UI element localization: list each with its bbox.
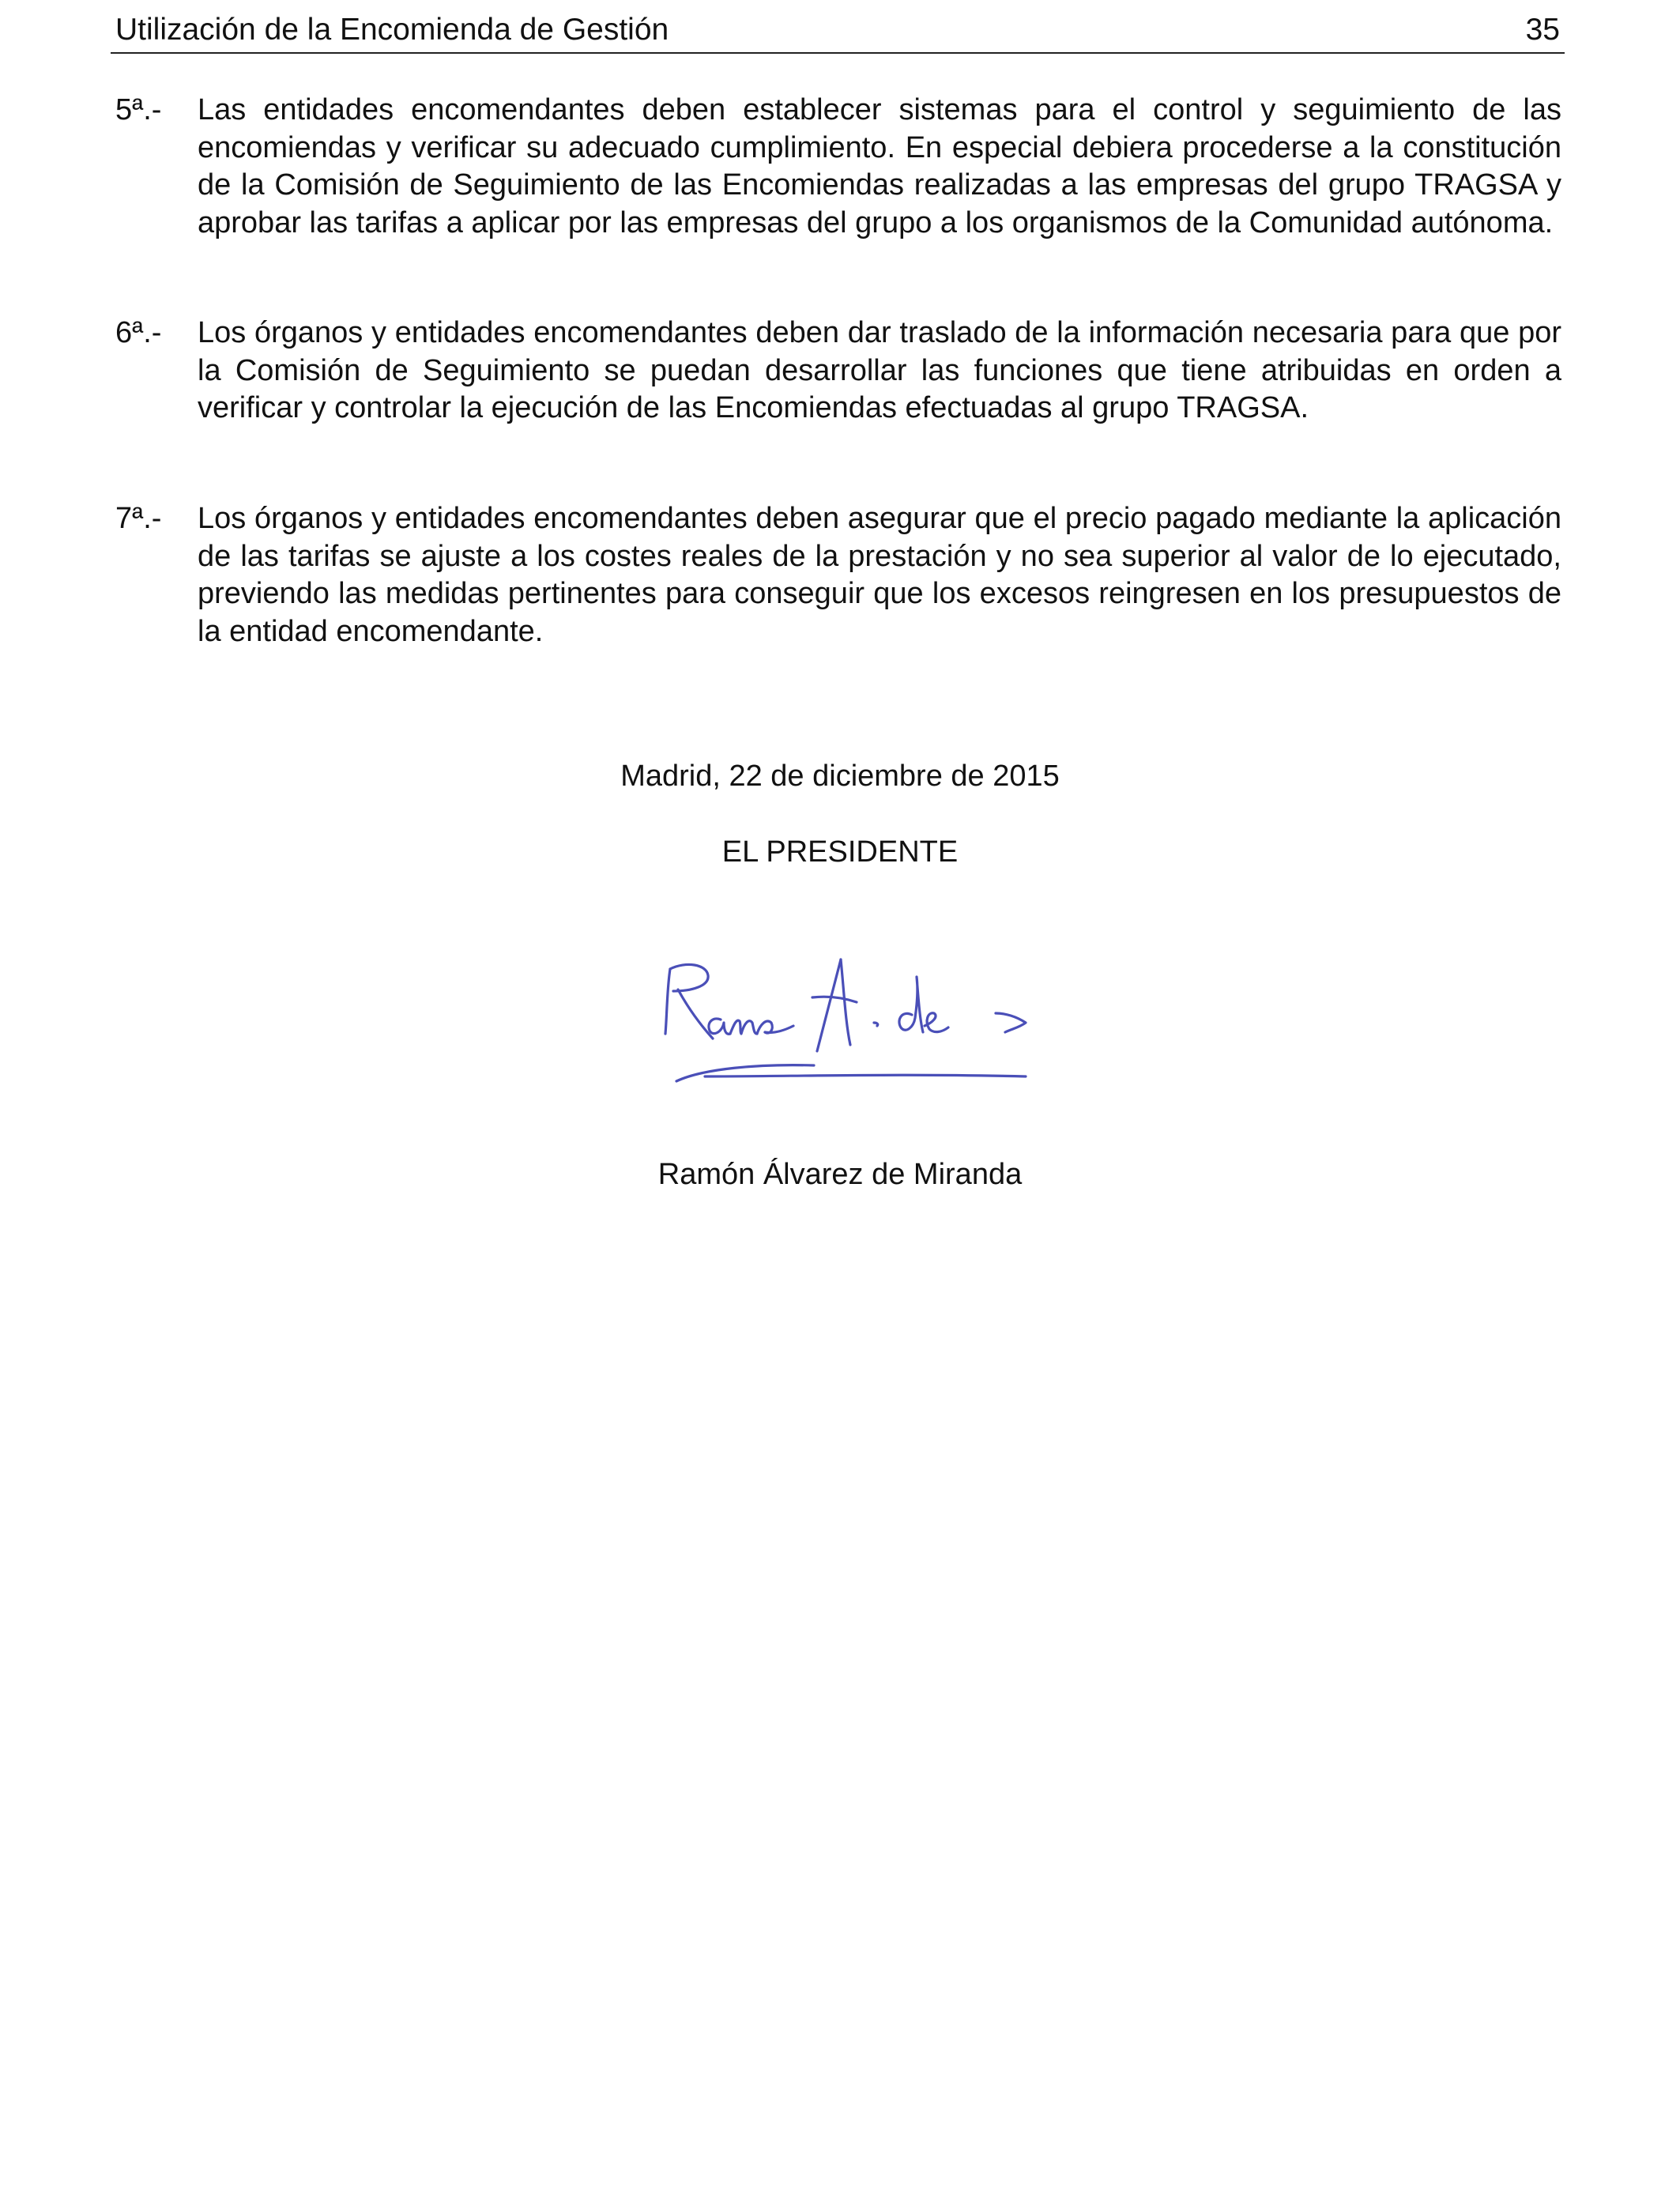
conclusion-number: 7ª.- [115,502,162,535]
handwritten-signature [648,941,1059,1099]
conclusion-number: 6ª.- [115,316,162,349]
document-title: Utilización de la Encomienda de Gestión [115,13,669,47]
signatory-name: Ramón Álvarez de Miranda [657,1158,1023,1191]
place-date: Madrid, 22 de diciembre de 2015 [620,760,1060,793]
conclusion-number: 5ª.- [115,93,162,126]
signatory-role: EL PRESIDENTE [721,835,959,869]
conclusion-text: Los órganos y entidades encomendantes deben dar traslado de la información necesaria para que por la Comisión de Seguimiento se puedan desarrollar las funciones que tiene atribuidas en orden a verificar y controlar la ejecución de las Encomiendas efectuadas al grupo TRAGSA. [198,316,1561,424]
page-header [111,8,1565,54]
conclusion-text: Las entidades encomendantes deben establecer sistemas para el control y seguimiento de las encomiendas y verificar su adecuado cumplimiento. En especial debiera procederse a la constitución de la Comisión de Seguimiento de las Encomiendas realizadas a las empresas del grupo TRAGSA y aprobar las tarifas a aplicar por las empresas del grupo a los organismos de la Comunidad autónoma. [198,93,1561,239]
page-number: 35 [1525,13,1560,47]
conclusion-text: Los órganos y entidades encomendantes deben asegurar que el precio pagado mediante la aplicación de las tarifas se ajuste a los costes reales de la prestación y no sea superior al valor de lo ejecutado, previendo las medidas pertinentes para conseguir que los excesos reingresen en los presupuestos de la entidad encomendante. [198,502,1561,648]
